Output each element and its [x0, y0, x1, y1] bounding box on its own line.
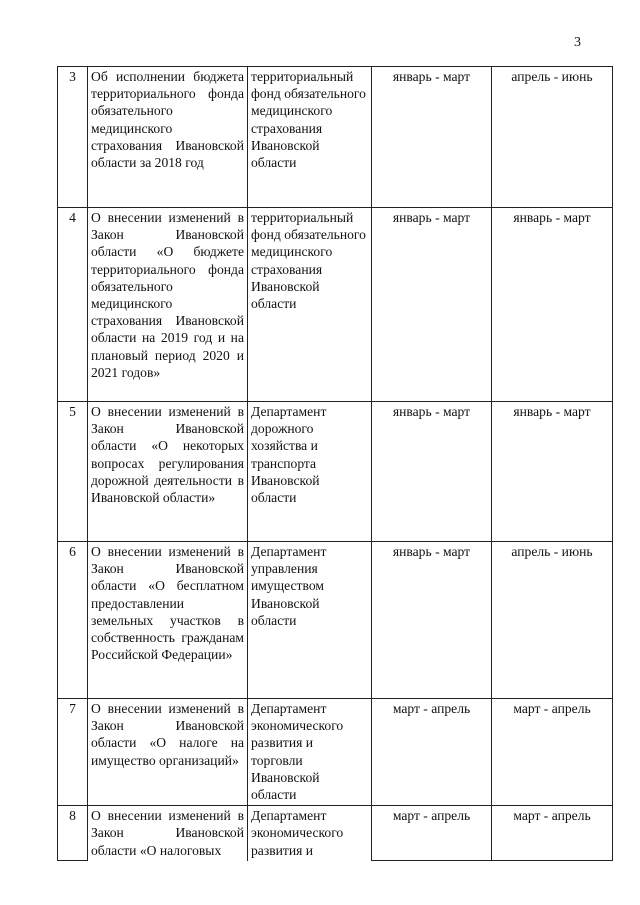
legislation-plan-table: [57, 66, 613, 861]
consideration-period: март - апрель: [492, 806, 613, 861]
consideration-period: январь - март: [492, 208, 613, 402]
consideration-period: январь - март: [492, 402, 613, 542]
table-row: [58, 402, 613, 542]
submission-period: январь - март: [372, 208, 492, 402]
submission-period: январь - март: [372, 542, 492, 699]
responsible-body: территориальный фонд обязательного медицинского страхования Ивановской области: [248, 67, 372, 208]
table-row: [58, 806, 613, 861]
responsible-body: Департамент экономического развития и торговли Ивановской области: [248, 699, 372, 806]
law-title: О внесении изменений в Закон Ивановской области «О налоге на имущество организаций»: [88, 699, 248, 806]
submission-period: март - апрель: [372, 806, 492, 861]
consideration-period: апрель - июнь: [492, 542, 613, 699]
law-title: Об исполнении бюджета территориального фонда обязательного медицинского страхования Ивановской области за 2018 год: [88, 67, 248, 208]
responsible-body: Департамент дорожного хозяйства и транспорта Ивановской области: [248, 402, 372, 542]
table-row: [58, 542, 613, 699]
submission-period: март - апрель: [372, 699, 492, 806]
consideration-period: март - апрель: [492, 699, 613, 806]
responsible-body: Департамент экономического развития и: [248, 806, 372, 861]
law-title: О внесении изменений в Закон Ивановской области «О бесплатном предоставлении земельных участков в собственность гражданам Российской Федерации»: [88, 542, 248, 699]
table-row: [58, 208, 613, 402]
row-number: 3: [58, 67, 88, 208]
submission-period: январь - март: [372, 67, 492, 208]
row-number: 4: [58, 208, 88, 402]
row-number: 6: [58, 542, 88, 699]
responsible-body: Департамент управления имуществом Ивановской области: [248, 542, 372, 699]
table-row: [58, 699, 613, 806]
table-row: [58, 67, 613, 208]
row-number: 8: [58, 806, 88, 861]
law-title: О внесении изменений в Закон Ивановской области «О некоторых вопросах регулирования дорожной деятельности в Ивановской области»: [88, 402, 248, 542]
responsible-body: территориальный фонд обязательного медицинского страхования Ивановской области: [248, 208, 372, 402]
consideration-period: апрель - июнь: [492, 67, 613, 208]
submission-period: январь - март: [372, 402, 492, 542]
page-number: 3: [574, 35, 581, 50]
row-number: 5: [58, 402, 88, 542]
law-title: О внесении изменений в Закон Ивановской области «О бюджете территориального фонда обязательного медицинского страхования Ивановской области на 2019 год и на плановый период 2020 и 2021 годов»: [88, 208, 248, 402]
law-title: О внесении изменений в Закон Ивановской области «О налоговых: [88, 806, 248, 861]
row-number: 7: [58, 699, 88, 806]
